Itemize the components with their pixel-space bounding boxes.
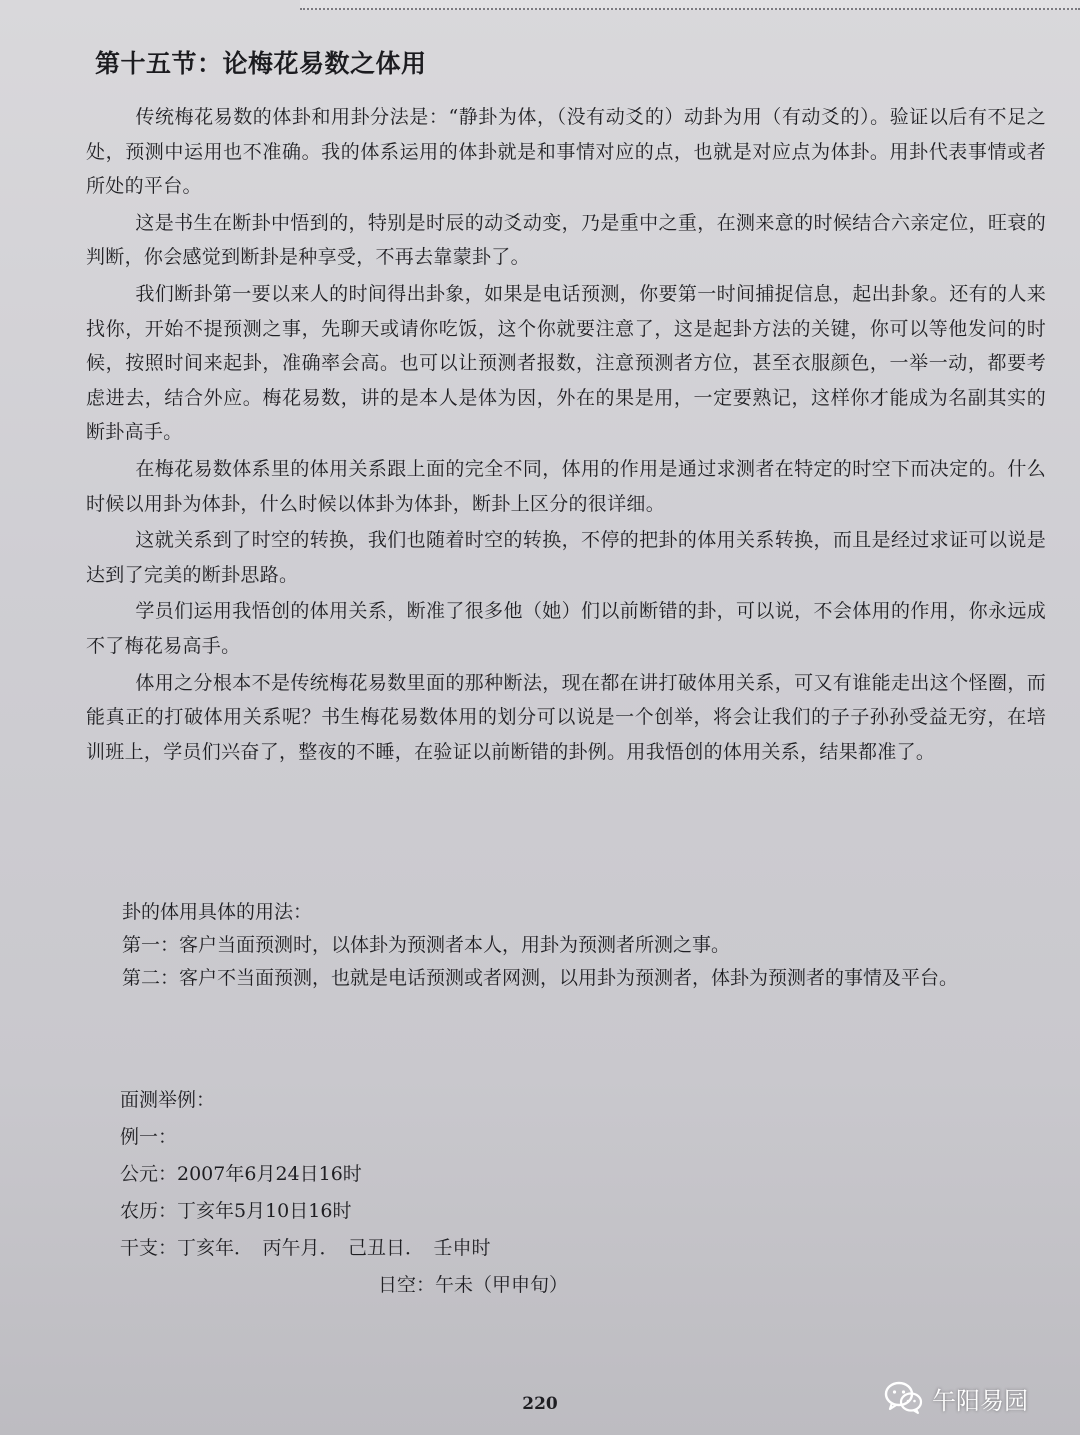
paragraph: 这就关系到了时空的转换，我们也随着时空的转换，不停的把卦的体用关系转换，而且是经过求证可以说是达到了完美的断卦思路。 (86, 529, 1046, 586)
usage-item-1: 第一：客户当面预测时，以体卦为预测者本人，用卦为预测者所测之事。 (122, 934, 731, 956)
example-section (120, 1082, 568, 1304)
ganzhi-line: 干支：丁亥年． 丙午月． 己丑日． 壬申时 (120, 1237, 491, 1259)
example-label: 例一： (120, 1126, 178, 1148)
paragraph: 在梅花易数体系里的体用关系跟上面的完全不同，体用的作用是通过求测者在特定的时空下而决定的。什么时候以用卦为体卦，什么时候以体卦为体卦，断卦上区分的很详细。 (86, 457, 1046, 515)
paragraph: 传统梅花易数的体卦和用卦分法是：“静卦为体，（没有动爻的）动卦为用（有动爻的）。验证以后有不足之处，预测中运用也不准确。我的体系运用的体卦就是和事情对应的点，也就是对应点为体卦。用卦代表事情或者所处的平台。 (86, 106, 1046, 198)
example-heading: 面测举例： (120, 1089, 216, 1111)
paragraph: 体用之分根本不是传统梅花易数里面的那种断法，现在都在讲打破体用关系，可又有谁能走出这个怪圈，而能真正的打破体用关系呢？书生梅花易数体用的划分可以说是一个创举，将会让我们的子子孙孙受益无穷，在培训班上，学员们兴奋了，整夜的不睡，在验证以前断错的卦例。用我悟创的体用关系，结果都准了。 (86, 671, 1046, 763)
usage-section (88, 896, 1038, 995)
paragraph: 这是书生在断卦中悟到的，特别是时辰的动爻动变，乃是重中之重，在测来意的时候结合六亲定位，旺衰的判断，你会感觉到断卦是种享受，不再去靠蒙卦了。 (86, 211, 1046, 269)
rikong-line: 日空：午未（甲申旬） (378, 1274, 569, 1296)
section-heading: 第十五节：论梅花易数之体用 (95, 49, 427, 78)
page-number: 220 (522, 1394, 558, 1414)
paragraph: 学员们运用我悟创的体用关系，断准了很多他（她）们以前断错的卦，可以说，不会体用的作用，你永远成不了梅花易高手。 (86, 600, 1046, 657)
body-text (86, 100, 1046, 771)
lunar-date: 农历：丁亥年5月10日16时 (120, 1200, 352, 1222)
gregorian-date: 公元：2007年6月24日16时 (120, 1163, 362, 1185)
usage-heading: 卦的体用具体的用法： (122, 901, 313, 923)
page-top-edge (300, 0, 1080, 10)
paragraph: 我们断卦第一要以来人的时间得出卦象，如果是电话预测，你要第一时间捕捉信息，起出卦象。还有的人来找你，开始不提预测之事，先聊天或请你吃饭，这个你就要注意了，这是起卦方法的关键，你可以等他发问的时候，按照时间来起卦，准确率会高。也可以让预测者报数，注意预测者方位，甚至衣服颜色，一举一动，都要考虑进去，结合外应。梅花易数，讲的是本人是体为因，外在的果是用，一定要熟记，这样你才能成为名副其实的断卦高手。 (86, 282, 1046, 444)
wechat-icon (884, 1381, 924, 1415)
watermark-text: 午阳易园 (932, 1386, 1028, 1415)
watermark (884, 1378, 1028, 1418)
usage-item-2: 第二：客户不当面预测，也就是电话预测或者网测，以用卦为预测者，体卦为预测者的事情及平台。 (122, 967, 959, 989)
